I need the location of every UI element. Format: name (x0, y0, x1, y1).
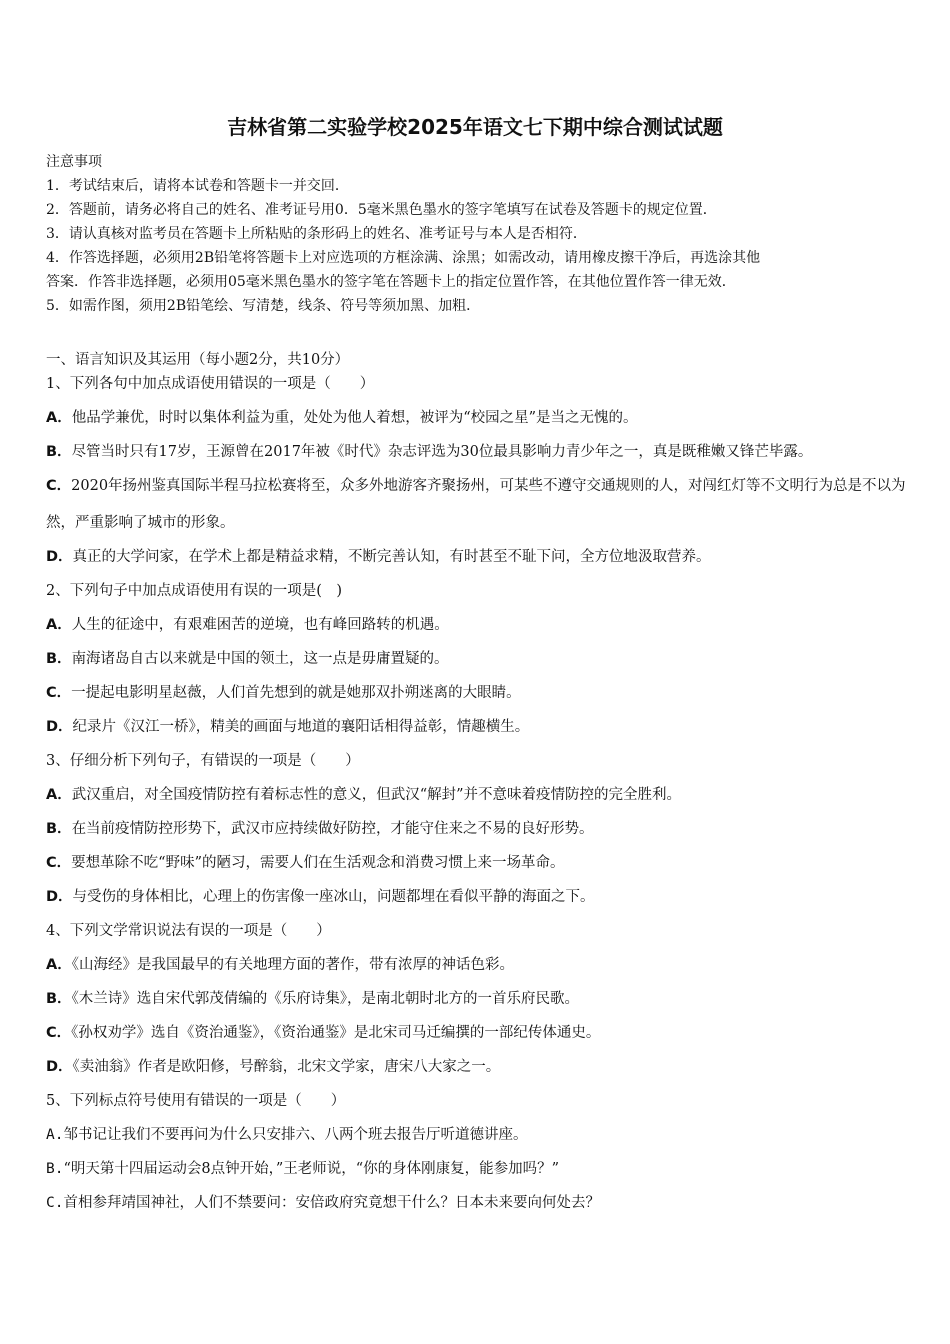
option-c (46, 679, 926, 707)
option-letter: A． (46, 617, 72, 633)
option-letter: B． (46, 821, 72, 837)
option-text: 要想革除不吃“野味”的陋习，需要人们在生活观念和消费习惯上来一场革命。 (71, 855, 565, 871)
notice-line: 4．作答选择题，必须用2B铅笔将答题卡上对应选项的方框涂满、涂黑；如需改动，请用橡皮擦干净后，再选涂其他 (46, 250, 761, 266)
option-letter: D． (46, 889, 73, 905)
option-letter: A． (46, 410, 72, 426)
option-letter: C. (46, 1195, 64, 1211)
option-d (46, 1053, 926, 1081)
option-text: 一提起电影明星赵薇，人们首先想到的就是她那双扑朔迷离的大眼睛。 (71, 685, 521, 701)
option-letter: D． (46, 549, 73, 565)
option-text: “明天第十四届运动会8点钟开始，”王老师说，“你的身体刚康复，能参加吗？” (63, 1161, 560, 1177)
option-text: 邹书记让我们不要再问为什么只安排六、八两个班去报告厅听道德讲座。 (63, 1127, 528, 1143)
option-letter: D． (46, 719, 73, 735)
option-b (46, 985, 926, 1013)
question-list (46, 370, 926, 1223)
question-stem: 4、下列文学常识说法有误的一项是（ ） (46, 923, 331, 939)
option-a (46, 611, 926, 639)
option-d (46, 543, 926, 571)
option-text: 尽管当时只有17岁，王源曾在2017年被《时代》杂志评选为30位最具影响力青少年之一，真是既稚嫩又锋芒毕露。 (71, 444, 813, 460)
option-letter: C． (46, 855, 72, 871)
option-letter: B． (46, 991, 72, 1007)
notice-line: 1．考试结束后，请将本试卷和答题卡一并交回． (46, 178, 349, 194)
question-4 (46, 917, 926, 1081)
option-letter: C． (46, 478, 72, 494)
option-text: 他品学兼优，时时以集体利益为重，处处为他人着想，被评为“校园之星”是当之无愧的。 (71, 410, 638, 426)
question-stem: 3、仔细分析下列句子，有错误的一项是（ ） (46, 753, 360, 769)
notice-block (46, 150, 916, 318)
option-d (46, 883, 926, 911)
option-a (46, 781, 926, 809)
option-a (46, 404, 926, 432)
section-title: 一、语言知识及其运用（每小题2分，共10分） (46, 352, 350, 368)
option-text: 《山海经》是我国最早的有关地理方面的著作，带有浓厚的神话色彩。 (71, 957, 514, 973)
option-text: 《孙权劝学》选自《资治通鉴》，《资治通鉴》是北宋司马迁编撰的一部纪传体通史。 (71, 1025, 601, 1041)
option-text: 人生的征途中，有艰难困苦的逆境，也有峰回路转的机遇。 (71, 617, 449, 633)
option-b (46, 645, 926, 673)
option-b (46, 438, 926, 466)
option-text: 《木兰诗》选自宋代郭茂倩编的《乐府诗集》，是南北朝时北方的一首乐府民歌。 (71, 991, 580, 1007)
option-letter: B. (46, 1161, 64, 1177)
question-stem: 2、下列句子中加点成语使用有误的一项是( ) (46, 583, 343, 599)
option-letter: A． (46, 787, 72, 803)
option-text: 武汉重启，对全国疫情防控有着标志性的意义，但武汉“解封”并不意味着疫情防控的完全胜利。 (71, 787, 682, 803)
option-text: 纪录片《汉江一桥》，精美的画面与地道的襄阳话相得益彰，情趣横生。 (72, 719, 530, 735)
question-2 (46, 577, 926, 741)
option-text: 南海诸岛自古以来就是中国的领土，这一点是毋庸置疑的。 (71, 651, 449, 667)
option-letter: C． (46, 1025, 72, 1041)
option-c (46, 1189, 926, 1217)
page-title: 吉林省第二实验学校2025年语文七下期中综合测试试题 (227, 115, 723, 139)
option-text: 2020年扬州鉴真国际半程马拉松赛将至，众多外地游客齐聚扬州，可某些不遵守交通规则的人，对闯红灯等不文明行为总是不以为然，严重影响了城市的形象。 (46, 478, 906, 531)
option-a (46, 1121, 926, 1149)
option-letter: B． (46, 651, 72, 667)
option-b (46, 815, 926, 843)
option-d (46, 713, 926, 741)
question-stem: 5、下列标点符号使用有错误的一项是（ ） (46, 1093, 346, 1109)
option-text: 在当前疫情防控形势下，武汉市应持续做好防控，才能守住来之不易的良好形势。 (71, 821, 594, 837)
option-c (46, 1019, 926, 1047)
option-c (46, 849, 926, 877)
option-c (46, 468, 906, 542)
notice-line: 5．如需作图，须用2B铅笔绘、写清楚，线条、符号等须加黑、加粗． (46, 298, 481, 314)
option-b (46, 1155, 926, 1183)
option-letter: C． (46, 685, 72, 701)
notice-line: 2．答题前，请务必将自己的姓名、准考证号用0．5毫米黑色墨水的签字笔填写在试卷及答题卡的规定位置． (46, 202, 717, 218)
notice-line: 答案．作答非选择题，必须用05毫米黑色墨水的签字笔在答题卡上的指定位置作答，在其他位置作答一律无效． (46, 274, 736, 290)
option-text: 与受伤的身体相比，心理上的伤害像一座冰山，问题都埋在看似平静的海面之下。 (72, 889, 595, 905)
question-5 (46, 1087, 926, 1217)
option-text: 首相参拜靖国神社，人们不禁要问：安倍政府究竟想干什么？日本未来要向何处去？ (63, 1195, 600, 1211)
question-stem: 1、下列各句中加点成语使用错误的一项是（ ） (46, 376, 375, 392)
option-letter: A. (46, 1127, 64, 1143)
notice-heading: 注意事项 (46, 154, 102, 170)
question-3 (46, 747, 926, 911)
option-text: 《卖油翁》作者是欧阳修，号醉翁，北宋文学家，唐宋八大家之一。 (72, 1059, 501, 1075)
option-letter: A． (46, 957, 72, 973)
option-text: 真正的大学问家，在学术上都是精益求精，不断完善认知，有时甚至不耻下问，全方位地汲取营养。 (72, 549, 711, 565)
option-letter: B． (46, 444, 72, 460)
notice-line: 3．请认真核对监考员在答题卡上所粘贴的条形码上的姓名、准考证号与本人是否相符． (46, 226, 587, 242)
question-1 (46, 370, 926, 571)
option-a (46, 951, 926, 979)
option-letter: D． (46, 1059, 73, 1075)
